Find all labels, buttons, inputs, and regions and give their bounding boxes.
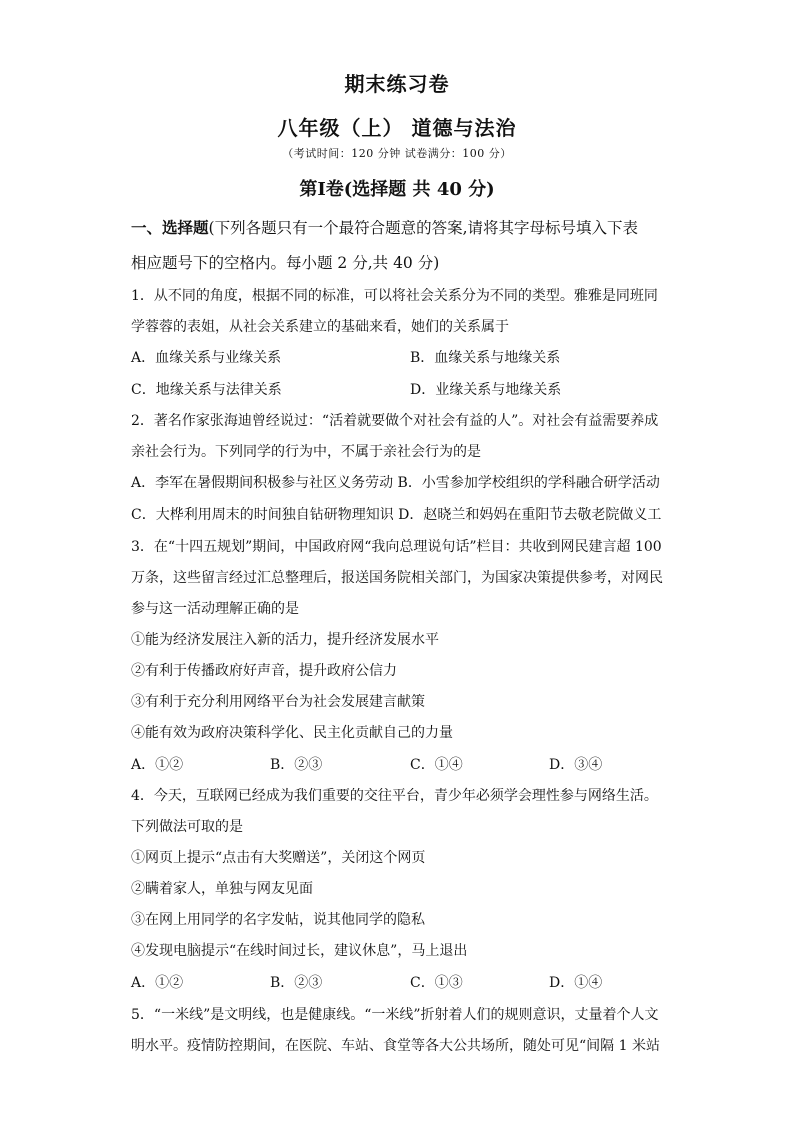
q5-stem-line-1: 5．“一米线”是文明线，也是健康线。“一米线”折射着人们的规则意识，丈量着个人文 (131, 1007, 659, 1023)
q3-stem-line-2: 万条，这些留言经过汇总整理后，报送国务院相关部门，为国家决策提供参考，对网民 (131, 570, 663, 586)
q4-statement-2: ②瞒着家人，单独与网友见面 (131, 881, 313, 897)
q1-stem-line-2: 学蓉蓉的表姐，从社会关系建立的基础来看，她们的关系属于 (131, 319, 509, 335)
exam-subtitle: 八年级（上） 道德与法治 (277, 116, 517, 140)
section-heading: 第Ⅰ卷(选择题 共 40 分) (299, 179, 495, 200)
q4-option-d: D．①④ (549, 975, 603, 991)
q3-statement-3: ③有利于充分利用网络平台为社会发展建言献策 (131, 694, 425, 710)
q3-option-c: C．①④ (410, 757, 463, 773)
q4-option-a: A．①② (131, 975, 184, 991)
q4-statement-4: ④发现电脑提示“在线时间过长，建议休息”，马上退出 (131, 943, 468, 959)
q4-statement-1: ①网页上提示“点击有大奖赠送”，关闭这个网页 (131, 850, 426, 866)
q1-option-d: D．业缘关系与地缘关系 (410, 382, 562, 398)
q3-statement-4: ④能有效为政府决策科学化、民主化贡献自己的力量 (131, 725, 453, 741)
instructions-label: 一、选择题 (131, 218, 209, 237)
q4-stem-line-1: 4．今天，互联网已经成为我们重要的交往平台，青少年必须学会理性参与网络生活。 (131, 788, 658, 804)
q3-statement-2: ②有利于传播政府好声音，提升政府公信力 (131, 663, 397, 679)
q3-statement-1: ①能为经济发展注入新的活力，提升经济发展水平 (131, 632, 439, 648)
q3-option-b: B．②③ (270, 757, 323, 773)
q1-stem-line-1: 1．从不同的角度，根据不同的标准，可以将社会关系分为不同的类型。雅雅是同班同 (131, 288, 658, 304)
q3-option-d: D．③④ (549, 757, 603, 773)
q3-option-a: A．①② (131, 757, 184, 773)
instructions-line-1 (131, 219, 671, 237)
q1-option-a: A．血缘关系与业缘关系 (131, 350, 282, 366)
q4-stem-line-2: 下列做法可取的是 (131, 819, 243, 835)
q2-options-cd: C．大桦利用周末的时间独自钻研物理知识 D．赵晓兰和妈妈在重阳节去敬老院做义工 (131, 507, 662, 523)
q4-statement-3: ③在网上用同学的名字发帖，说其他同学的隐私 (131, 912, 425, 928)
q1-option-c: C．地缘关系与法律关系 (131, 382, 282, 398)
instructions-line-2: 相应题号下的空格内。每小题 2 分,共 40 分) (131, 254, 440, 272)
q2-stem-line-2: 亲社会行为。下列同学的行为中，不属于亲社会行为的是 (131, 444, 481, 460)
q1-option-b: B．血缘关系与地缘关系 (410, 350, 561, 366)
q4-option-c: C．①③ (410, 975, 463, 991)
q2-stem-line-1: 2．著名作家张海迪曾经说过：“活着就要做个对社会有益的人”。对社会有益需要养成 (131, 413, 659, 429)
exam-time-note: （考试时间：120 分钟 试卷满分：100 分） (282, 147, 512, 160)
q3-stem-line-1: 3．在“十四五规划”期间，中国政府网“我向总理说句话”栏目：共收到网民建言超 100 (131, 539, 662, 555)
q2-options-ab: A．李军在暑假期间积极参与社区义务劳动 B．小雪参加学校组织的学科融合研学活动 (131, 475, 660, 491)
q4-option-b: B．②③ (270, 975, 323, 991)
exam-title: 期末练习卷 (344, 72, 450, 96)
q3-stem-line-3: 参与这一活动理解正确的是 (131, 601, 299, 617)
instructions-text-1: (下列各题只有一个最符合题意的答案,请将其字母标号填入下表 (208, 219, 638, 237)
q5-stem-line-2: 明水平。疫情防控期间，在医院、车站、食堂等各大公共场所，随处可见“间隔 1 米站 (131, 1038, 660, 1054)
